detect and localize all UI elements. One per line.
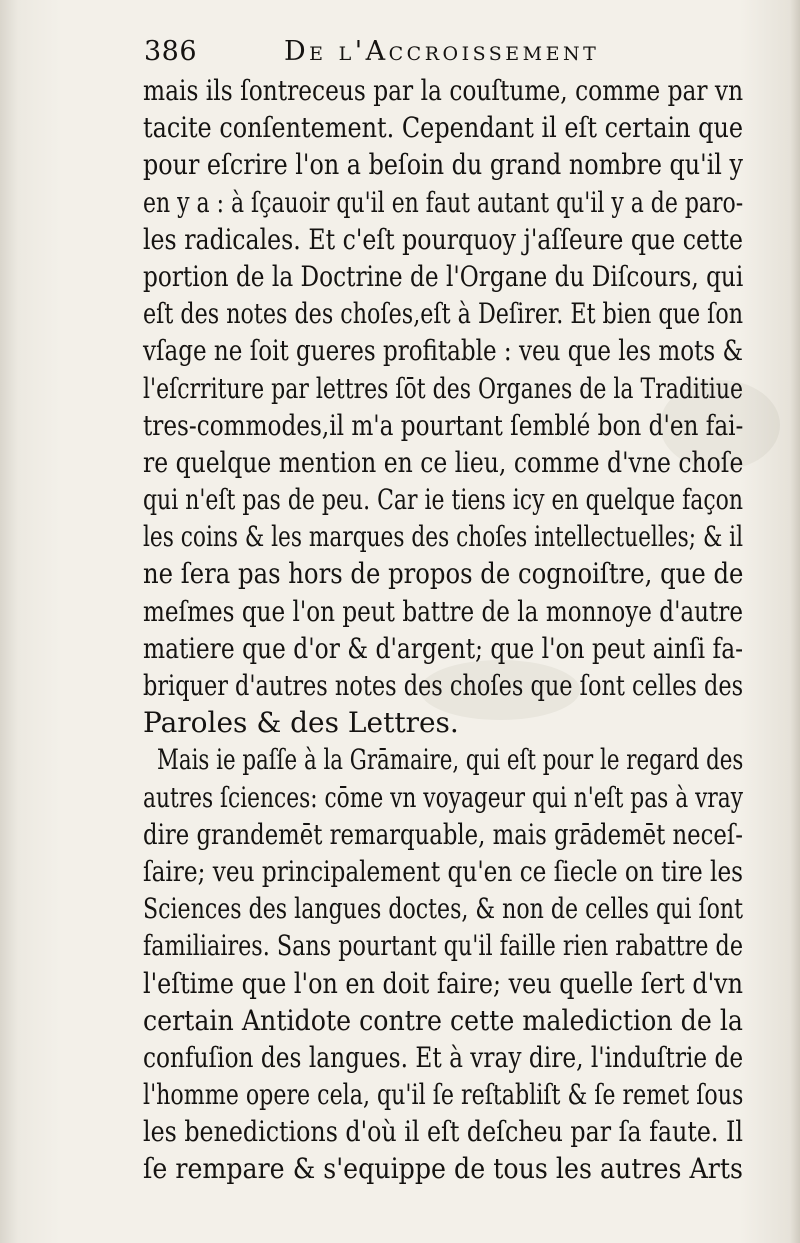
text-line: les radicales. Et c'eſt pourquoy j'aſſeure que cette: [143, 222, 743, 256]
text-line: Paroles & des Lettres.: [143, 706, 459, 740]
text-line: re quelque mention en ce lieu, comme d'vne choſe: [143, 445, 744, 479]
text-line: mais ils ſontreceus par la couſtume, comme par vn: [143, 74, 744, 107]
text-line: eſt des notes des choſes,eſt à Deſirer. Et bien que ſon: [143, 297, 744, 331]
text-line: matiere que d'or & d'argent; que l'on peut ainſi fa-: [143, 631, 743, 665]
text-line: portion de la Doctrine de l'Organe du Diſcours, qui: [143, 259, 744, 293]
text-line: ſaire; veu principalement qu'en ce ſiecle on tire les: [143, 854, 744, 888]
text-line: tres-commodes,il m'a pourtant ſemblé bon d'en fai-: [143, 408, 744, 442]
text-line: ſe rempare & s'equippe de tous les autres Arts: [143, 1152, 743, 1186]
text-line: confuſion des langues. Et à vray dire, l'induſtrie de: [143, 1040, 744, 1074]
text-line: pour eſcrire l'on a beſoin du grand nombre qu'il y: [143, 148, 743, 182]
text-line: l'homme opere cela, qu'il ſe reſtabliſt & ſe remet ſous: [143, 1078, 744, 1112]
page-header: [140, 32, 700, 72]
text-line: meſmes que l'on peut battre de la monnoye d'autre: [143, 594, 743, 628]
text-line: qui n'eſt pas de peu. Car ie tiens icy en quelque façon: [143, 483, 743, 517]
running-title: De l'Accroissement: [284, 36, 600, 67]
text-line: briquer d'autres notes des choſes que ſont celles des: [143, 669, 744, 702]
text-line: autres ſciences: cōme vn voyageur qui n'eſt pas à vray: [143, 780, 743, 814]
text-line: familiaires. Sans pourtant qu'il faille rien rabattre de: [143, 929, 744, 963]
text-line: l'eſcrriture par lettres ſōt des Organes de la Traditiue: [143, 371, 743, 405]
text-line: vſage ne ſoit gueres profitable : veu que les mots &: [143, 334, 743, 368]
text-line: tacite conſentement. Cependant il eſt certain que: [143, 111, 744, 145]
text-line: l'eſtime que l'on en doit faire; veu quelle ſert d'vn: [143, 966, 743, 1000]
text-line: dire grandemēt remarquable, mais grādemēt neceſ-: [143, 817, 743, 851]
text-line: en y a : à ſçauoir qu'il en faut autant qu'il y a de paro-: [143, 185, 744, 219]
text-line: ne ſera pas hors de propos de cognoiſtre, que de: [143, 557, 744, 591]
text-line: Sciences des langues doctes, & non de celles qui ſont: [143, 892, 744, 926]
page-number: 386: [144, 36, 198, 67]
text-line: les benedictions d'où il eſt deſcheu par ſa faute. Il: [143, 1115, 743, 1149]
text-line: certain Antidote contre cette malediction de la: [143, 1003, 743, 1037]
text-line: Mais ie paſſe à la Grāmaire, qui eſt pour le regard des: [157, 743, 744, 777]
text-line: les coins & les marques des choſes intellectuelles; & il: [143, 520, 743, 554]
body-text: [143, 72, 743, 1188]
